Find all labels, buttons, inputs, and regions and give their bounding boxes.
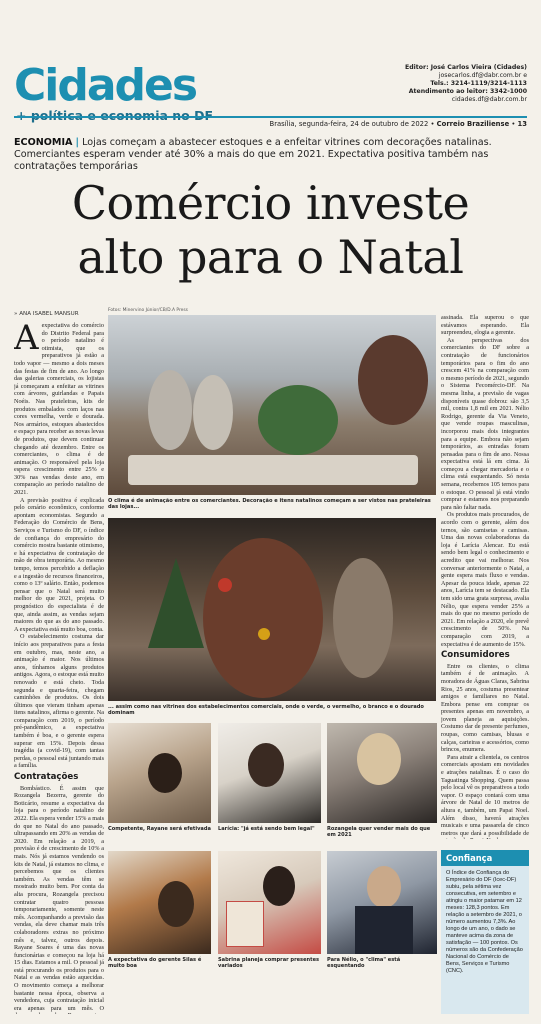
caption-7: Sabrina planeja comprar presentes variados <box>218 957 320 970</box>
caption-6: A expectativa do gerente Silas é muito boa <box>108 957 202 970</box>
person-portrait <box>357 733 401 785</box>
shelf <box>128 455 418 485</box>
article-column-1 <box>14 322 104 1014</box>
photo-christmas-window <box>108 518 436 701</box>
sidebar-box-confianca <box>441 850 529 1014</box>
paragraph: Entre os clientes, o clima também é de animação. A moradora de Águas Claras, Sabrina Rios, 25 anos, costuma presentear amigos e familiares no Natal. Embora pense em comprar os presentes apenas em novembro, a jovem planeja as aquisições. Costumo dar de presente perfumes, roupas, como camisas, blusas e calças, carteiras e acessórios, como brincos, enumera. <box>441 662 529 754</box>
sidebar-box-title: Confiança <box>441 850 529 866</box>
photo-silas <box>108 851 211 954</box>
photo-laricia <box>218 723 321 823</box>
gnome-figure <box>358 335 428 425</box>
caption-4: Larícia: "já está sendo bem legal" <box>218 826 315 832</box>
plant-decor <box>258 385 338 455</box>
subhead-consumidores: Consumidores <box>441 650 510 661</box>
section-masthead <box>14 60 274 118</box>
kicker <box>14 137 527 173</box>
paragraph: Para atrair a clientela, os centros comerciais apostam em novidades e atrações natalinas. É o caso do Taguatinga Shopping. Quem passa pelo local vê os preparativos a todo vapor. O espaço contará com uma árvore de Natal de 10 metros de altura e, também, um Papai Noel. Além disso, haverá atrações musicais e uma passarela de cinco metros que dará a possibilidade de <box>441 753 529 837</box>
caption-3: Competente, Rayane será efetivada <box>108 826 211 832</box>
kicker-section: ECONOMIA <box>14 137 73 148</box>
person-portrait <box>263 866 295 906</box>
photo-rozangela <box>327 723 437 823</box>
shopping-bag <box>226 901 264 947</box>
person-portrait <box>148 753 182 793</box>
paragraph: As perspectivas dos comerciantes do DF sobre a contratação de funcionários temporários para o fim do ano crescem 41% na comparação com o mesmo período de 2021, segundo o Sistema Fecomércio-DF. Na mesma linha, a previsão de vagas disponíveis quase dobrou: são 3,5 mil, contra 1,8 mil em 2021. Nélio Rodrigo, gerente da Via Veneto, que vende roupas masculinas, incorporou mais dois integrantes para a equipe. Embora não sejam temporários, as entradas foram pensadas para o fim de ano. Nossa expectativa está lá em cima. Já começou a chegar mercadoria e o clima está esquentando. Só nesta semana, recebemos 105 ternos para o estoque. O pessoal já está vindo comprar e estamos nos preparando para não faltar nada. <box>441 336 529 511</box>
kicker-divider: | <box>75 137 80 148</box>
reader-email[interactable]: cidades.df@dabr.com.br <box>451 96 527 103</box>
suit <box>355 906 413 954</box>
date-text: Brasília, segunda-feira, 24 de outubro de 2022 <box>269 120 429 128</box>
ornament <box>258 628 270 640</box>
dateline: Brasília, segunda-feira, 24 de outubro de 2022 • Correio Braziliense • 13 <box>269 120 527 128</box>
santa-display <box>203 538 323 698</box>
headline-line-2: alto para o Natal <box>77 230 464 284</box>
headline-line-1: Comércio investe <box>71 176 470 230</box>
caption-8: Para Nélio, o "clima" está esquentando <box>327 957 401 970</box>
drop-cap: A <box>14 322 39 358</box>
paragraph: Bombástico. É assim que Rozangela Bezerra, gerente do Boticário, resume a expectativa da loja para o período natalino de 2022. Ela espera vender 15% a mais do que no Natal do ano passado, ultrapassando em 20% as vendas de 2020. Em relação a 2019, a previsão é de crescimento de 10% a mais. Nós já estamos vendendo os kits de Natal, já estamos no clima, e percebemos que os clientes também. As vendas têm se mostrado muito bem. Por conta da alta procura, Rozangela precisou contratar quatro pessoas temporariamente, somente neste mês. Acompanhando a previsão das vendas, ela deve chamar mais três colaboradores extras no próximo mês e, talvez, outros depois. Rayane Soares é uma das novas funcionárias e começou na loja há 15 dias. Estamos a mil. O pessoal já está procurando os produtos para o Natal e as vendas estão aquecidas. O movimento começa a melhorar bastante nessa época, observa a vendedora, cuja contratação inicial era apenas para um mês. O <box>14 784 104 1012</box>
paragraph: assinada. Ela superou o que estávamos esperando. Ela surpreendeu, elogia a gerente. <box>441 314 529 337</box>
photo-rayane <box>108 723 211 823</box>
caption-2: ... assim como nas vitrines dos estabelecimentos comerciais, onde o verde, o vermelho, o branco e o dourado dominam <box>108 704 424 717</box>
photo-christmas-shelves <box>108 315 436 495</box>
gnome-figure <box>193 375 233 450</box>
paragraph: O estabelecimento costuma dar início aos preparativos para a festa em outubro, mas, neste ano, a animação é maior. Nos últimos anos, tínhamos alguns produtos antigos. Agora, o estoque está muito renovado e está cheio. Toda segunda e quarta-feira, chegam caminhões de produtos. Os dois últimos que vieram tinham apenas itens natalinos, afirma o gerente. Na comparação com 2019, o período pré-pandêmico, a expectativa também é boa, e o gerente espera superar em 15%. Depois dessa tragédia (a covid-19), com tantas perdas, o pessoal está juntando mais a família. <box>14 633 104 770</box>
sidebar-box-text: O Índice de Confiança do Empresário do DF (Icec-DF) subiu, pela sétima vez consecutiva, em setembro e atingiu o maior patamar em 12 meses: 128,3 pontos. Em relação a setembro de 2021, o número aumentou 7,3%. Ao longo de um ano, o dado se manteve acima da zona de satisfação — 100 pontos. Os números são da Confederação Nacional do Comércio de Bens, Serviços e Turismo (CNC). <box>446 870 523 974</box>
paragraph: A previsão positiva é explicada pelo cenário econômico, conforme apontam economistas. Segundo a Federação do Comércio de Bens, Serviços e Turismo do DF, o índice de confiança do empresário do comércio mostra bastante otimismo, e há expectativa de contratação de mão de obra temporária. Ao mesmo tempo, temos percebido a deflação e a ingestão de recursos financeiros, como o 13º salário. Então, podemos pensar que o Natal será muito melhor do que 2021, projeta. O prognóstico do especialista é de que, ainda assim, as vendas sejam maiores do que as do ano passado. A expectativa está muito boa, conta. <box>14 496 104 633</box>
section-title: Cidades <box>14 60 197 111</box>
editor-email[interactable]: josecarlos.df@dabr.com.br e <box>438 72 527 79</box>
kicker-text: Lojas começam a abastecer estoques e a enfeitar vitrines com decorações natalinas. Comerciantes esperam vender até 30% a mais do que em 2021. Expectativa positiva também nas contratações temporárias <box>14 137 492 172</box>
gnome-figure <box>148 370 192 450</box>
person-portrait <box>248 743 284 787</box>
person-portrait <box>367 866 401 908</box>
headline <box>14 176 527 284</box>
article-column-5 <box>441 314 529 839</box>
person-portrait <box>158 881 194 927</box>
christmas-tree <box>148 558 204 648</box>
editor-name: Editor: José Carlos Vieira (Cidades) <box>405 64 527 71</box>
photo-nelio <box>327 851 437 954</box>
page-number: 13 <box>517 120 527 128</box>
paragraph: Os produtos mais procurados, de acordo com o gerente, além dos ternos, são camisetas e camisas. Uma das novas colaboradoras da loja é Larícia Alencar. Eu está sendo bem legal o conhecimento e acredito que vai melhorar. Nos conversar anteriormente o Natal, a gente espera mais fluxo e vendas. Apesar da pouca idade, apenas 22 anos, Larícia tem se destacado. Ela tem sido uma grata surpresa, avalia Nélio, que espera vender 25% a mais do que no mesmo período de 2021. Em relação a 2020, ele prevê crescimento de 50%. Na comparação com 2019, a expectativa é de aumento de 15%. <box>441 511 529 648</box>
header-rule <box>14 116 527 118</box>
caption-1: O clima é de animação entre os comerciantes. Decoração e itens natalinos começam a ser vistos nas prateleiras das lojas... <box>108 498 431 511</box>
photo-sabrina <box>218 851 321 954</box>
paragraph: expectativa do comércio do Distrito Federal para o período natalino é otimista, que os preparativos já estão a todo vapor — mesmo a dois meses das festas de fim de ano. Ao longo das galerias comerciais, os lojistas já começaram a enfeitar as vitrines com árvores, guirlandas e Papais Noéis. Nas prateleiras, kits de produtos embalados com laços nas cores vermelha, verde e dourada. Nos armários, estoques abastecidos e espaço para receber as novas levas de produtos, que devem continuar chegando até dezembro. Entre os comerciantes, o clima é de animação. O responsável pela loja espera crescimento entre 25% e 30% nas vendas deste ano, em comparação ao período natalino de 2021. <box>14 322 104 497</box>
subhead-contratacoes: Contratações <box>14 772 79 783</box>
editor-info <box>387 64 527 104</box>
editor-phones: Tels.: 3214-1119/3214-1113 <box>430 80 527 87</box>
paper-name: Correio Braziliense <box>436 120 510 128</box>
photo-credit: Fotos: Minervino Júnior/CB/D.A Press <box>108 308 188 313</box>
caption-5: Rozangela quer vender mais do que em 2021 <box>327 826 431 839</box>
ornaments <box>333 558 393 678</box>
reader-service: Atendimento ao leitor: 3342-1000 <box>408 88 527 95</box>
byline: » ANA ISABEL MANSUR <box>14 311 79 317</box>
ornament <box>218 578 232 592</box>
